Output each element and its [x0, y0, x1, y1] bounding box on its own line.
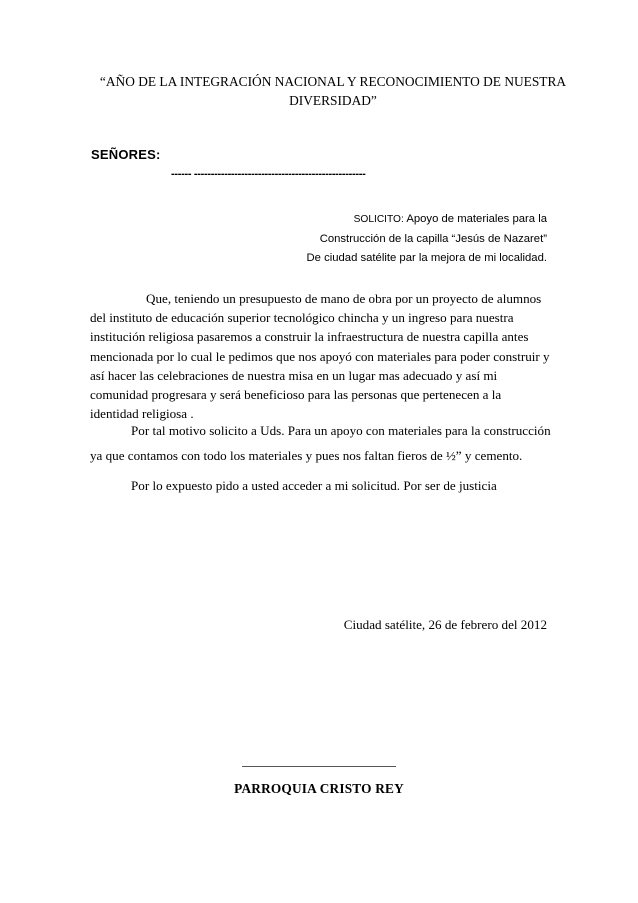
- year-title: [60, 72, 606, 110]
- subject-label: SOLICITO:: [353, 214, 404, 225]
- signature-line: [242, 766, 396, 767]
- subject-line-1: [127, 210, 547, 230]
- subject-line-3: De ciudad satélite par la mejora de mi localidad.: [306, 251, 547, 264]
- body-paragraph-1: [90, 289, 550, 423]
- paragraph-1-line: comunidad progresara y será beneficioso para las personas que pertenecen a la: [90, 387, 502, 403]
- paragraph-1-line: del instituto de educación superior tecnológico chincha y un ingreso para nuestra: [90, 310, 514, 326]
- signatory-name: PARROQUIA CRISTO REY: [234, 781, 404, 796]
- addressee-dashes: ------ ---------------------------------------------------: [171, 168, 366, 180]
- addressee-label: SEÑORES:: [91, 147, 161, 162]
- paragraph-2-line: ya que contamos con todo los materiales y pues nos faltan fieros de ½” y cemento.: [90, 448, 523, 463]
- subject-line-2: Construcción de la capilla “Jesús de Nazaret”: [319, 232, 547, 245]
- subject-block: [127, 210, 547, 267]
- paragraph-1-line: institución religiosa pasaremos a construir la infraestructura de nuestra capilla antes: [90, 329, 529, 345]
- paragraph-2-line: Por tal motivo solicito a Uds. Para un apoyo con materiales para la construcción: [131, 423, 551, 438]
- body-paragraph-3: [90, 476, 546, 495]
- paragraph-1-line: Que, teniendo un presupuesto de mano de obra por un proyecto de alumnos: [146, 291, 542, 306]
- year-title-line-2: DIVERSIDAD”: [289, 93, 377, 108]
- paragraph-1-line: mencionada por lo cual le pedimos que nos apoyó con materiales para poder construir y: [90, 348, 550, 364]
- letter-date: Ciudad satélite, 26 de febrero del 2012: [343, 617, 547, 632]
- body-paragraph-2: [90, 418, 551, 468]
- paragraph-1-line: así hacer las celebraciones de nuestra misa en un lugar mas adecuado y así mi: [90, 367, 498, 383]
- paragraph-3-line: Por lo expuesto pido a usted acceder a mi solicitud. Por ser de justicia: [131, 478, 497, 493]
- year-title-line-1: “AÑO DE LA INTEGRACIÓN NACIONAL Y RECONOCIMIENTO DE NUESTRA: [99, 74, 567, 89]
- subject-line-1-text: Apoyo de materiales para la: [403, 213, 547, 225]
- paragraph-1-line: identidad religiosa .: [90, 406, 194, 422]
